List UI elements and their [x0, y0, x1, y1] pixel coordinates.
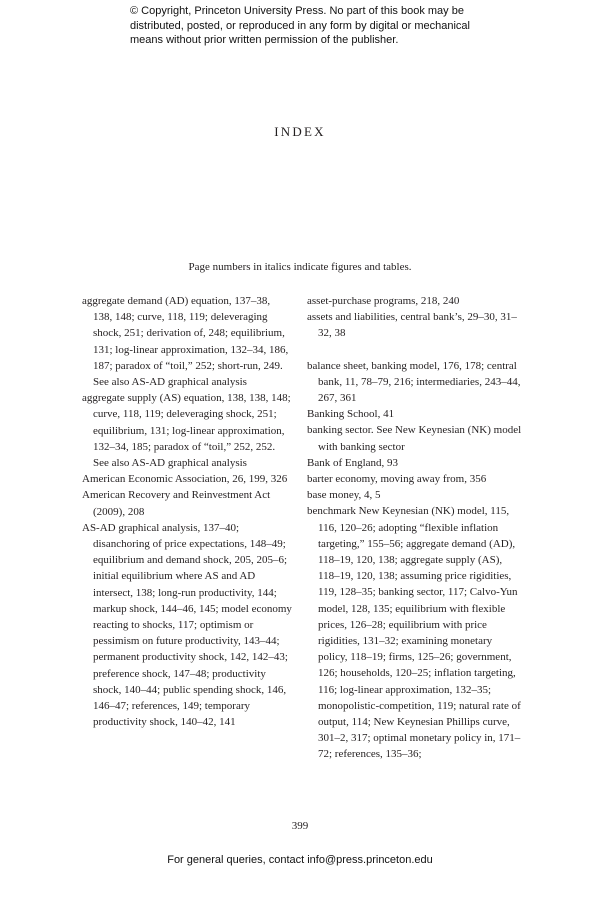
index-entry: Banking School, 41 [307, 408, 395, 421]
index-entry: asset-purchase programs, 218, 240 [307, 295, 460, 307]
page-number: 399 [291, 820, 309, 832]
index-entry: Bank of England, 93 [307, 456, 399, 469]
index-entry: American Recovery and Reinvestment Act (2009), 208 [82, 489, 271, 518]
copyright-notice [130, 4, 490, 48]
index-entry: aggregate supply (AS) equation, 138, 138, 148; curve, 118, 119; deleveraging shock, 251; equilibrium, 131; log-linear approximation, 132–34, 185; paradox of “toil,” 252, 252. See also AS-AD graphical analysis [82, 392, 291, 470]
index-column-left [82, 293, 292, 730]
index-column-right [307, 293, 522, 763]
index-entry: banking sector. See New Keynesian (NK) model with banking sector [307, 424, 522, 453]
copyright-line: means without prior written permission of the publisher. [130, 34, 399, 46]
index-entry: American Economic Association, 26, 199, 326 [82, 473, 288, 486]
contact-footer: For general queries, contact info@press.princeton.edu [167, 854, 433, 866]
copyright-line: distributed, posted, or reproduced in any form by digital or mechanical [130, 19, 470, 32]
index-entry: assets and liabilities, central bank’s, 29–30, 31–32, 38 [307, 311, 517, 340]
index-entry: balance sheet, banking model, 176, 178; central bank, 11, 78–79, 216; intermediaries, 243–44, 267, 361 [307, 359, 521, 405]
copyright-line: © Copyright, Princeton University Press. No part of this book may be [130, 5, 464, 17]
index-entry: barter economy, moving away from, 356 [307, 473, 487, 486]
index-entry: aggregate demand (AD) equation, 137–38, 138, 148; curve, 118, 119; deleveraging shock, 251; derivation of, 248; equilibrium, 131; log-linear approximation, 132–34, 186, 187; paradox of “toil,” 252; short-run, 249. See also AS-AD graphical analysis [82, 295, 289, 389]
index-entry: benchmark New Keynesian (NK) model, 115, 116, 120–26; adopting “flexible inflation targeting,” 155–56; aggregate demand (AD), 118–19, 120, 138; aggregate supply (AS), 118–19, 120, 138; assuming price rigidities, 119, 128–35; banking sector, 117; Calvo-Yun model, 128, 135; equilibrium with flexible prices, 126–28; equilibrium with price rigidities, 131–32; examining monetary policy, 118–19; firms, 125–26; government, 126; households, 120–25; inflation targeting, 116; log-linear approximation, 132–35; monopolistic-competition, 119; natural rate of output, 114; New Keynesian Phillips curve, 301–2, 317; optimal monetary policy in, 171–72; references, 135–36; [307, 505, 521, 761]
page-title: INDEX [274, 124, 326, 139]
index-entry: AS-AD graphical analysis, 137–40; disanchoring of price expectations, 148–49; equilibrium and demand shock, 205, 205–6; initial equilibrium where AS and AD intersect, 138; long-run productivity, 144; markup shock, 144–46, 145; model economy reacting to shocks, 117; optimism or pessimism on future productivity, 143–44; permanent productivity shock, 142, 142–43; preference shock, 147–48; productivity shock, 140–44; public spending shock, 146, 146–47; references, 149; temporary productivity shock, 140–42, 141 [82, 521, 292, 729]
italics-note: Page numbers in italics indicate figures and tables. [188, 261, 412, 273]
index-entry: base money, 4, 5 [307, 489, 381, 502]
